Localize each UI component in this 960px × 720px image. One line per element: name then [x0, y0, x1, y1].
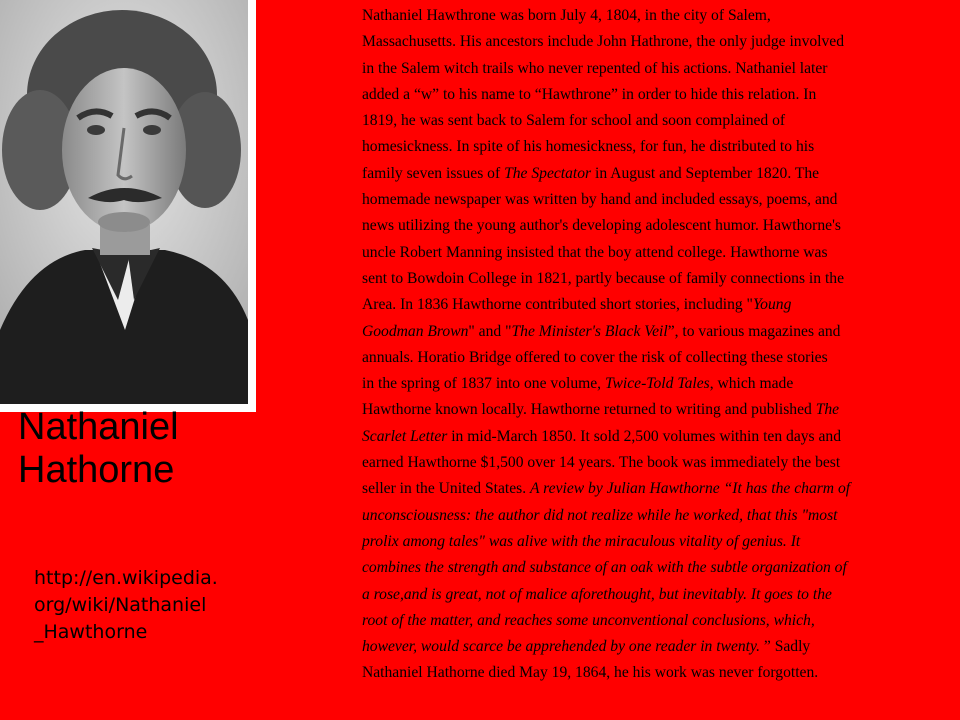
text-line — [362, 292, 952, 318]
caption-line: Nathaniel — [18, 406, 179, 448]
url-line[interactable]: org/wiki/Nathaniel — [34, 594, 207, 616]
italic-text: The Minister's Black Veil — [511, 322, 668, 340]
text-run: in the Salem witch trails who never repented of his actions. Nathaniel later — [362, 59, 828, 77]
italic-text: Young — [752, 296, 792, 314]
text-line — [362, 476, 952, 502]
text-line — [362, 161, 952, 187]
text-line — [362, 3, 952, 29]
text-line — [362, 187, 952, 213]
text-line — [362, 82, 952, 108]
biography-text — [362, 3, 952, 687]
text-line — [362, 345, 952, 371]
text-run: earned Hawthorne $1,500 over 14 years. The book was immediately the best — [362, 454, 841, 472]
italic-text: Scarlet Letter — [362, 427, 448, 445]
url-line[interactable]: _Hawthorne — [34, 621, 148, 643]
text-line — [362, 371, 952, 397]
source-url[interactable] — [34, 565, 244, 646]
italic-text: root of the matter, and reaches some unconventional conclusions, which, — [362, 611, 815, 629]
italic-text: however, would scarce be apprehended by one reader in twenty. — [362, 638, 760, 656]
text-run: ”, to various magazines and — [667, 322, 841, 340]
text-line — [362, 608, 952, 634]
portrait-photo — [0, 0, 248, 404]
url-line[interactable]: http://en.wikipedia. — [34, 567, 218, 589]
text-run: news utilizing the young author's developing adolescent humor. Hawthorne's — [362, 217, 841, 235]
text-run: uncle Robert Manning insisted that the boy attend college. Hawthorne was — [362, 243, 828, 261]
italic-text: Twice-Told Tales — [604, 375, 710, 393]
text-run: Area. In 1836 Hawthorne contributed short stories, including " — [362, 296, 753, 314]
text-line — [362, 397, 952, 423]
text-line — [362, 450, 952, 476]
text-line — [362, 660, 952, 686]
text-line — [362, 266, 952, 292]
italic-text: The Spectator — [504, 164, 592, 182]
italic-text: A review by Julian Hawthorne “It has the charm of — [530, 480, 851, 498]
text-line — [362, 213, 952, 239]
text-run: Nathaniel Hawthrone was born July 4, 1804, in the city of Salem, — [362, 7, 771, 24]
text-line — [362, 555, 952, 581]
text-run: Nathaniel Hathorne died May 19, 1864, he his work was never forgotten. — [362, 664, 819, 682]
text-run: family seven issues of — [362, 164, 505, 182]
text-line — [362, 108, 952, 134]
italic-text: unconsciousness: the author did not realize while he worked, that this "most — [362, 506, 838, 524]
biography-paragraph — [362, 3, 952, 687]
italic-text: combines the strength and substance of an oak with the subtle organization of — [362, 559, 847, 577]
text-run: in mid-March 1850. It sold 2,500 volumes within ten days and — [447, 427, 842, 445]
text-line — [362, 529, 952, 555]
text-line — [362, 56, 952, 82]
text-line — [362, 503, 952, 529]
text-run: annuals. Horatio Bridge offered to cover the risk of collecting these stories — [362, 348, 828, 366]
text-line — [362, 634, 952, 660]
text-run: added a “w” to his name to “Hawthrone” in order to hide this relation. In — [362, 85, 817, 103]
text-run: in the spring of 1837 into one volume, — [362, 375, 605, 393]
text-run: 1819, he was sent back to Salem for school and soon complained of — [362, 112, 786, 130]
text-run: in August and September 1820. The — [591, 164, 820, 182]
text-line — [362, 582, 952, 608]
text-run: Hawthorne known locally. Hawthorne returned to writing and published — [362, 401, 816, 419]
portrait-frame — [0, 0, 256, 412]
text-run: sent to Bowdoin College in 1821, partly because of family connections in the — [362, 269, 845, 287]
italic-text: Goodman Brown — [362, 322, 469, 340]
text-run: homemade newspaper was written by hand and included essays, poems, and — [362, 191, 838, 209]
text-line — [362, 134, 952, 160]
text-run: seller in the United States. — [362, 480, 531, 498]
text-line — [362, 240, 952, 266]
text-line — [362, 29, 952, 55]
caption-line: Hathorne — [18, 449, 175, 491]
text-run: homesickness. In spite of his homesickness, for fun, he distributed to his — [362, 138, 815, 156]
text-run: " and " — [468, 322, 512, 340]
text-run: Massachusetts. His ancestors include John Hathrone, the only judge involved — [362, 33, 845, 51]
text-line — [362, 319, 952, 345]
text-line — [362, 424, 952, 450]
italic-text: prolix among tales" was alive with the miraculous vitality of genius. It — [362, 532, 801, 550]
text-run: , which made — [709, 375, 794, 393]
italic-text: The — [815, 401, 840, 419]
italic-text: a rose,and is great, not of malice aforethought, but inevitably. It goes to the — [362, 585, 832, 603]
text-run: ” Sadly — [759, 638, 811, 656]
portrait-caption — [18, 406, 258, 492]
